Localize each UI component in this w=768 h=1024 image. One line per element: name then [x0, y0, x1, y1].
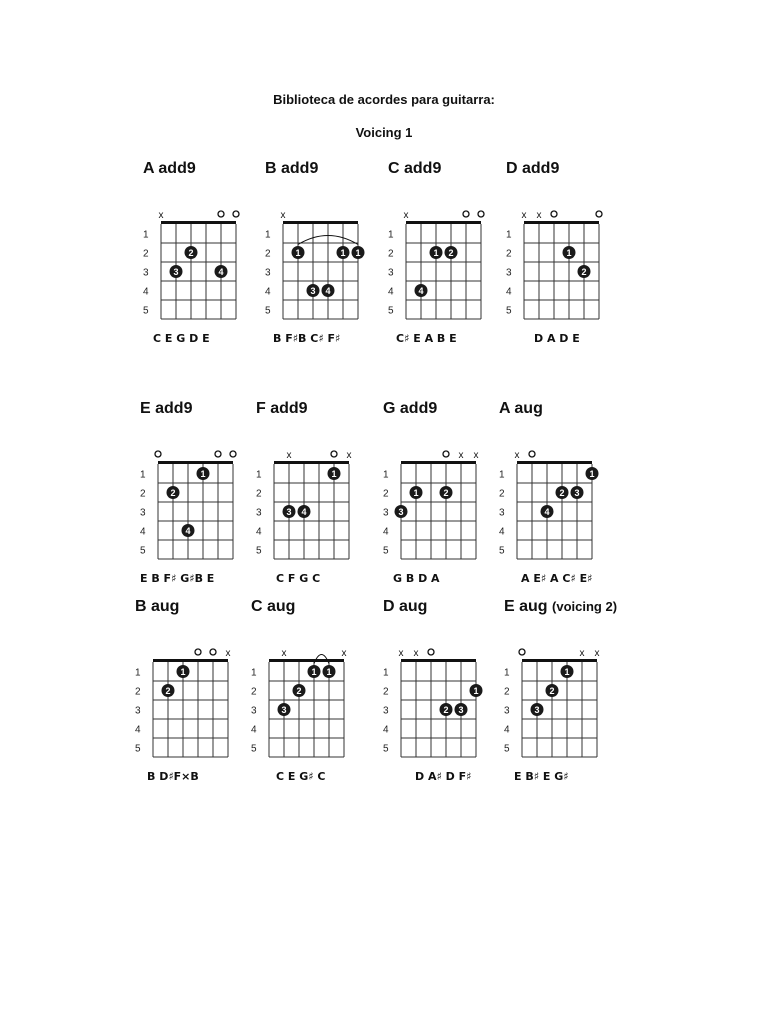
chord-notes: C E G♯ C: [276, 770, 326, 783]
fret-number: 3: [140, 507, 146, 519]
nut: [517, 461, 592, 464]
fret-number: 3: [135, 705, 141, 717]
fret-number: 3: [504, 705, 510, 717]
muted-string-marker: x: [403, 210, 409, 221]
fret-number: 4: [499, 526, 505, 538]
chord-diagram-e-aug: [504, 598, 644, 798]
chord-notes: G B D A: [393, 572, 440, 585]
finger-number: 2: [443, 705, 449, 715]
chord-name: B add9: [265, 160, 319, 177]
finger-number: 4: [185, 526, 191, 536]
finger-number: 1: [340, 248, 346, 258]
document-subtitle: Voicing 1: [355, 125, 413, 140]
open-string-marker: [233, 211, 239, 217]
finger-number: 3: [281, 705, 287, 715]
fret-number: 1: [251, 667, 257, 679]
fretboard: [506, 200, 636, 320]
muted-string-marker: x: [286, 450, 292, 461]
finger-number: 2: [188, 248, 194, 258]
open-string-marker: [596, 211, 602, 217]
chord-diagram-d-aug: [383, 598, 523, 798]
chord-name: A aug: [499, 400, 543, 417]
open-string-marker: [215, 451, 221, 457]
muted-string-marker: x: [225, 648, 231, 659]
fret-number: 5: [265, 305, 271, 317]
fret-number: 2: [504, 686, 510, 698]
muted-string-marker: x: [521, 210, 527, 221]
chord-name: C aug: [251, 598, 296, 615]
fret-number: 3: [251, 705, 257, 717]
open-string-marker: [155, 451, 161, 457]
chord-notes: C E G D E: [153, 332, 210, 345]
chord-diagram-a-aug: [499, 400, 639, 600]
fret-number: 1: [143, 229, 149, 241]
fretboard: [383, 638, 513, 758]
finger-number: 1: [413, 488, 419, 498]
nut: [158, 461, 233, 464]
nut: [274, 461, 349, 464]
chord-notes: C F G C: [276, 572, 321, 585]
fret-number: 2: [140, 488, 146, 500]
chord-name: F add9: [256, 400, 308, 417]
fret-number: 1: [135, 667, 141, 679]
open-string-marker: [195, 649, 201, 655]
open-string-marker: [210, 649, 216, 655]
chord-diagram-c-aug: [251, 598, 391, 798]
fret-number: 5: [135, 743, 141, 755]
finger-number: 3: [286, 507, 292, 517]
nut: [406, 221, 481, 224]
muted-string-marker: x: [280, 210, 286, 221]
finger-number: 1: [355, 248, 361, 258]
fret-number: 4: [506, 286, 512, 298]
finger-number: 1: [564, 667, 570, 677]
finger-number: 3: [398, 507, 404, 517]
finger-number: 1: [433, 248, 439, 258]
fretboard: [143, 200, 273, 320]
muted-string-marker: x: [473, 450, 479, 461]
finger-number: 2: [296, 686, 302, 696]
finger-number: 1: [311, 667, 317, 677]
nut: [283, 221, 358, 224]
finger-number: 1: [295, 248, 301, 258]
fret-number: 2: [135, 686, 141, 698]
fret-number: 1: [504, 667, 510, 679]
fret-number: 1: [265, 229, 271, 241]
muted-string-marker: x: [413, 648, 419, 659]
fret-number: 3: [143, 267, 149, 279]
chord-name: B aug: [135, 598, 180, 615]
chord-notes: E B♯ E G♯: [514, 770, 569, 783]
finger-number: 3: [173, 267, 179, 277]
finger-number: 1: [180, 667, 186, 677]
fretboard: [388, 200, 518, 320]
open-string-marker: [443, 451, 449, 457]
fret-number: 4: [383, 724, 389, 736]
fretboard: [265, 200, 395, 320]
open-string-marker: [230, 451, 236, 457]
muted-string-marker: x: [158, 210, 164, 221]
chord-diagram-d-add9: [506, 160, 646, 360]
chord-diagram-b-add9: [265, 160, 405, 360]
muted-string-marker: x: [281, 648, 287, 659]
finger-number: 1: [331, 469, 337, 479]
fretboard: [251, 638, 381, 758]
finger-number: 4: [218, 267, 224, 277]
fret-number: 5: [383, 743, 389, 755]
muted-string-marker: x: [514, 450, 520, 461]
chord-notes: D A D E: [534, 332, 580, 345]
fret-number: 1: [388, 229, 394, 241]
finger-number: 3: [458, 705, 464, 715]
nut: [153, 659, 228, 662]
fret-number: 4: [251, 724, 257, 736]
chord-notes: A E♯ A C♯ E♯: [521, 572, 593, 585]
finger-number: 4: [418, 286, 424, 296]
finger-number: 2: [581, 267, 587, 277]
fret-number: 1: [256, 469, 262, 481]
fret-number: 5: [143, 305, 149, 317]
nut: [401, 461, 476, 464]
finger-number: 3: [574, 488, 580, 498]
fret-number: 1: [506, 229, 512, 241]
open-string-marker: [463, 211, 469, 217]
chord-notes: E B F♯ G♯B E: [140, 572, 215, 585]
chord-notes: C♯ E A B E: [396, 332, 457, 345]
finger-number: 1: [566, 248, 572, 258]
fretboard: [135, 638, 265, 758]
finger-number: 3: [310, 286, 316, 296]
finger-number: 2: [559, 488, 565, 498]
chord-notes: B D♯F×B: [147, 770, 199, 783]
finger-number: 2: [165, 686, 171, 696]
fret-number: 3: [256, 507, 262, 519]
fretboard: [504, 638, 634, 758]
nut: [522, 659, 597, 662]
open-string-marker: [428, 649, 434, 655]
chord-name: D add9: [506, 160, 560, 177]
fret-number: 5: [383, 545, 389, 557]
finger-number: 4: [325, 286, 331, 296]
muted-string-marker: x: [346, 450, 352, 461]
fret-number: 4: [383, 526, 389, 538]
fret-number: 5: [504, 743, 510, 755]
fret-number: 2: [143, 248, 149, 260]
chord-name: E add9: [140, 400, 193, 417]
finger-number: 1: [200, 469, 206, 479]
fret-number: 4: [256, 526, 262, 538]
finger-number: 1: [473, 686, 479, 696]
finger-number: 4: [544, 507, 550, 517]
open-string-marker: [218, 211, 224, 217]
fret-number: 4: [143, 286, 149, 298]
chord-name: E aug (voicing 2): [504, 598, 618, 615]
chord-name: D aug: [383, 598, 428, 615]
fret-number: 5: [506, 305, 512, 317]
fret-number: 3: [383, 705, 389, 717]
fret-number: 2: [388, 248, 394, 260]
finger-number: 2: [549, 686, 555, 696]
chord-diagram-a-add9: [143, 160, 283, 360]
fret-number: 5: [140, 545, 146, 557]
chord-name: G add9: [383, 400, 438, 417]
nut: [401, 659, 476, 662]
fretboard: [383, 440, 513, 560]
fret-number: 5: [256, 545, 262, 557]
muted-string-marker: x: [594, 648, 600, 659]
chord-diagram-f-add9: [256, 400, 396, 600]
fretboard: [140, 440, 270, 560]
muted-string-marker: x: [341, 648, 347, 659]
fret-number: 2: [256, 488, 262, 500]
fret-number: 5: [251, 743, 257, 755]
fretboard: [256, 440, 386, 560]
document-title: Biblioteca de acordes para guitarra:: [273, 92, 495, 107]
fret-number: 2: [265, 248, 271, 260]
fret-number: 3: [265, 267, 271, 279]
nut: [269, 659, 344, 662]
fret-number: 5: [388, 305, 394, 317]
fret-number: 2: [499, 488, 505, 500]
chord-notes: D A♯ D F♯: [415, 770, 472, 783]
finger-number: 1: [326, 667, 332, 677]
nut: [161, 221, 236, 224]
nut: [524, 221, 599, 224]
fret-number: 3: [506, 267, 512, 279]
fret-number: 2: [383, 686, 389, 698]
chord-name: A add9: [143, 160, 196, 177]
fret-number: 3: [388, 267, 394, 279]
finger-number: 2: [170, 488, 176, 498]
open-string-marker: [478, 211, 484, 217]
fret-number: 1: [383, 469, 389, 481]
finger-number: 1: [589, 469, 595, 479]
fret-number: 2: [251, 686, 257, 698]
open-string-marker: [519, 649, 525, 655]
finger-number: 2: [448, 248, 454, 258]
open-string-marker: [529, 451, 535, 457]
finger-number: 2: [443, 488, 449, 498]
finger-number: 4: [301, 507, 307, 517]
fret-number: 4: [140, 526, 146, 538]
fret-number: 1: [499, 469, 505, 481]
fret-number: 3: [383, 507, 389, 519]
fretboard: [499, 440, 629, 560]
chord-notes: B F♯B C♯ F♯: [273, 332, 341, 345]
open-string-marker: [331, 451, 337, 457]
muted-string-marker: x: [536, 210, 542, 221]
muted-string-marker: x: [398, 648, 404, 659]
fret-number: 4: [504, 724, 510, 736]
finger-number: 3: [534, 705, 540, 715]
muted-string-marker: x: [579, 648, 585, 659]
fret-number: 2: [506, 248, 512, 260]
open-string-marker: [551, 211, 557, 217]
fret-number: 4: [135, 724, 141, 736]
fret-number: 4: [388, 286, 394, 298]
fret-number: 2: [383, 488, 389, 500]
fret-number: 1: [140, 469, 146, 481]
chord-name: C add9: [388, 160, 442, 177]
fret-number: 1: [383, 667, 389, 679]
fret-number: 4: [265, 286, 271, 298]
fret-number: 3: [499, 507, 505, 519]
fret-number: 5: [499, 545, 505, 557]
muted-string-marker: x: [458, 450, 464, 461]
